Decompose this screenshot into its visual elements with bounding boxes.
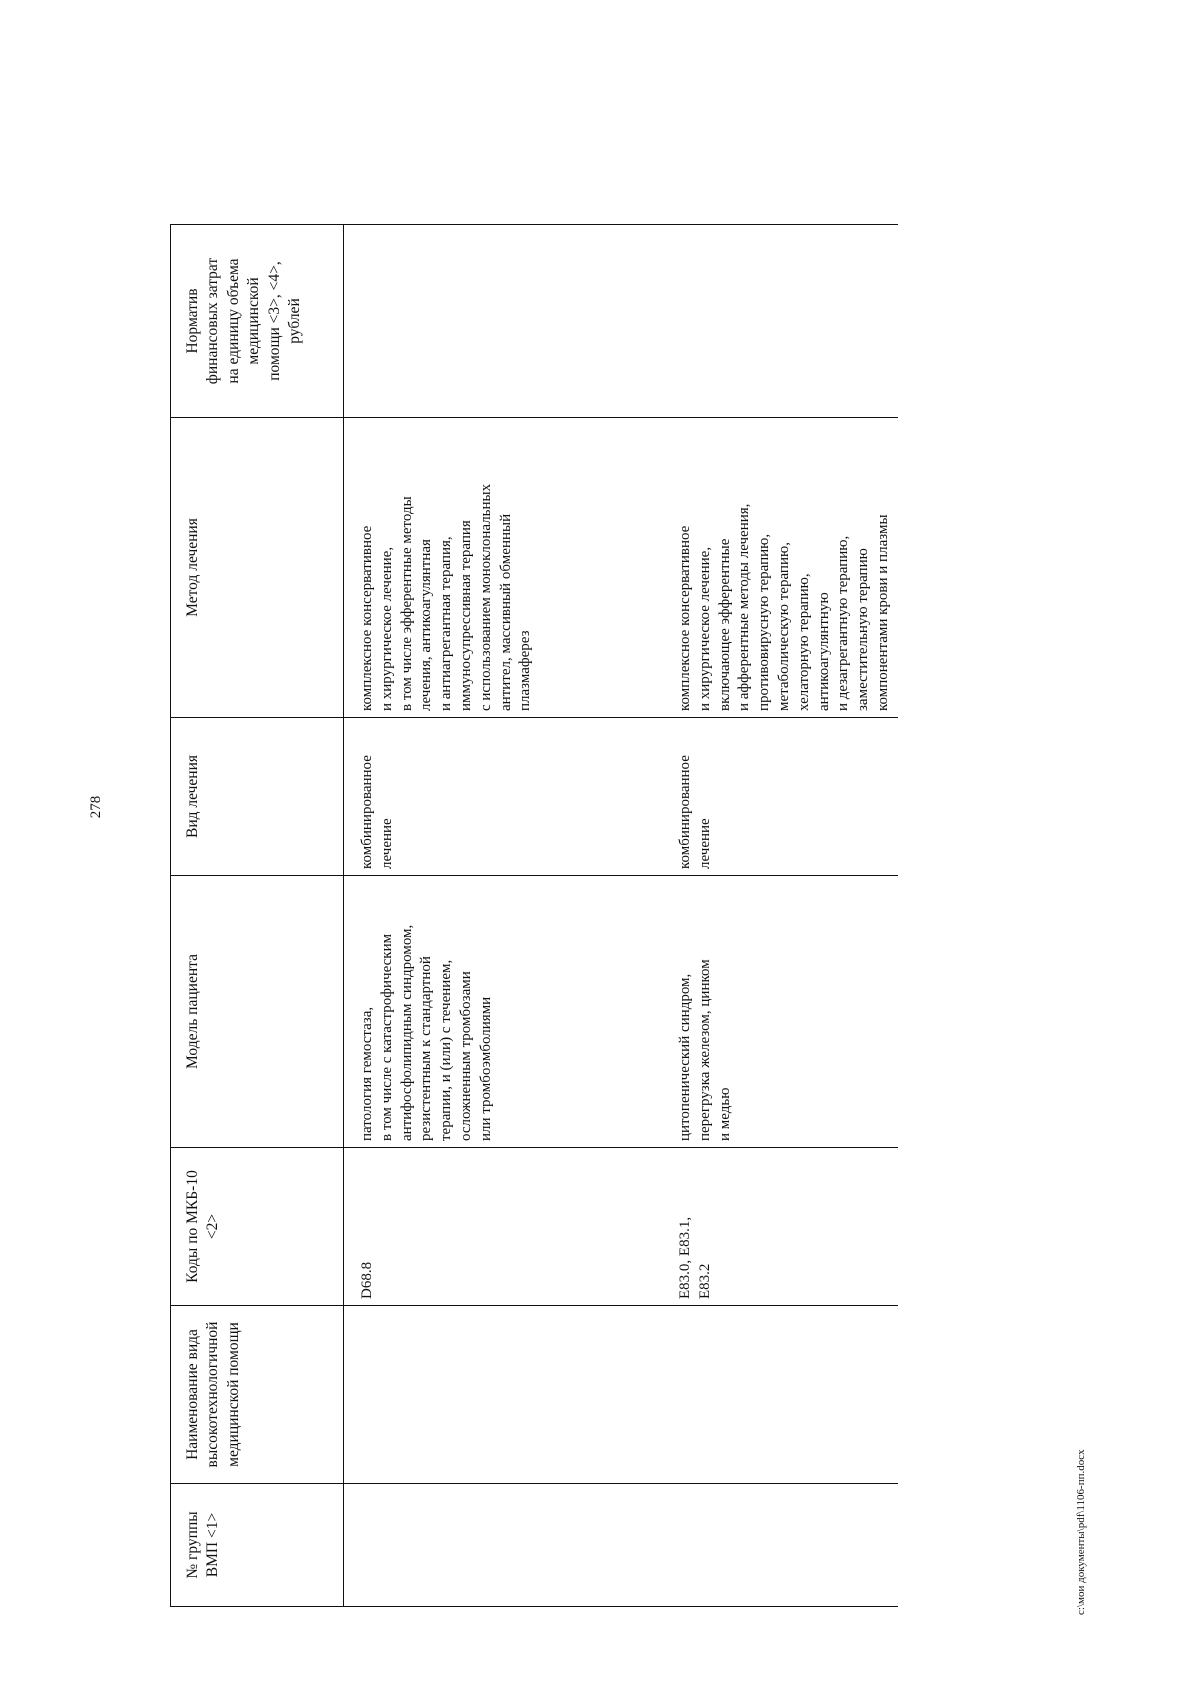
cell-text-line: в том числе эфферентные методы [398, 496, 415, 711]
cell-text-line: E83.0, E83.1, [677, 1216, 693, 1299]
cell-text-line: хелаторную терапию, [795, 573, 812, 711]
cell-text-line: медицинской [245, 277, 263, 365]
cell-text-line: в том числе с катастрофическим [378, 933, 395, 1141]
cell-text-line: и хирургическое лечение, [378, 546, 395, 711]
cell-text-line: лечение [696, 818, 713, 869]
cell-text-line: или тромбоэмболиями [477, 996, 494, 1141]
cell-treatment-type [662, 718, 898, 876]
cell-text-line: метаболическую терапию, [775, 542, 792, 711]
cell-care-type-name [662, 1306, 898, 1484]
header-patient-model [171, 876, 344, 1148]
cell-icd10-codes [662, 1148, 898, 1306]
cell-group-number [344, 1484, 663, 1607]
vmp-table [170, 224, 898, 1607]
page-number: 278 [88, 795, 104, 819]
cell-text-line: D68.8 [359, 1261, 375, 1299]
cell-patient-model [344, 876, 663, 1148]
cell-cost-standard [344, 225, 663, 418]
header-group-number [171, 1484, 344, 1607]
cell-text-line: Вид лечения [184, 754, 201, 839]
cell-text-line: комплексное консервативное [677, 525, 693, 711]
cell-text-line: лечение [378, 818, 395, 869]
cell-text-line: ВМП <1> [204, 1512, 222, 1578]
cell-text-line: заместительную терапию [855, 548, 872, 711]
cell-text-line: комбинированное [677, 755, 693, 869]
header-icd10-codes [171, 1148, 344, 1306]
cell-text-line: Норматив [184, 288, 201, 354]
footer-file-path: c:\мои документы\pdf\1106-пп.docx [1075, 1449, 1087, 1615]
cell-text-line: резистентным к стандартной [418, 956, 435, 1141]
cell-patient-model [662, 876, 898, 1148]
cell-text-line: противовирусную терапию, [756, 533, 773, 711]
cell-text-line: антифосфолипидным синдромом, [398, 924, 415, 1141]
cell-text-line: и афферентные методы лечения, [736, 503, 753, 711]
cell-treatment-method [344, 418, 663, 718]
table-header-row [171, 225, 344, 1607]
cell-group-number [662, 1484, 898, 1607]
cell-text-line: антител, массивный обменный [497, 513, 514, 711]
cell-text-line: комплексное консервативное [359, 525, 375, 711]
cell-treatment-method [662, 418, 898, 718]
cell-text-line: лечения, антикоагулянтная [418, 539, 435, 711]
cell-text-line: помощи <3>, <4>, [265, 261, 283, 381]
header-treatment-type [171, 718, 344, 876]
cell-text-line: и медью [716, 1087, 733, 1141]
cell-text-line: цитопенический синдром, [677, 973, 693, 1141]
cell-text-line: Наименование вида [184, 1329, 201, 1460]
cell-care-type-name [344, 1306, 663, 1484]
cell-text-line: высокотехнологичной [204, 1321, 222, 1468]
cell-text-line: Модель пациента [184, 954, 201, 1069]
cell-text-line: иммуносупрессивная терапия [457, 520, 474, 711]
cell-text-line: рублей [286, 298, 304, 344]
cell-text-line: плазмаферез [517, 630, 534, 711]
cell-text-line: <2> [204, 1213, 222, 1240]
cell-cost-standard [662, 225, 898, 418]
table-row [344, 225, 663, 1607]
cell-text-line: перегрузка железом, цинком [696, 959, 713, 1141]
cell-text-line: осложненным тромбозами [457, 971, 474, 1141]
cell-text-line: на единицу объема [224, 258, 242, 384]
cell-text-line: комбинированное [359, 755, 375, 869]
cell-text-line: с использованием моноклональных [477, 483, 494, 711]
cell-text-line: Метод лечения [184, 518, 201, 617]
cell-text-line: финансовых затрат [204, 257, 222, 385]
cell-text-line: патология гемостаза, [359, 1006, 375, 1141]
header-care-type-name [171, 1306, 344, 1484]
cell-treatment-type [344, 718, 663, 876]
cell-text-line: и хирургическое лечение, [696, 546, 713, 711]
cell-text-line: E83.2 [696, 1263, 713, 1299]
cell-text-line: и антиагрегантная терапия, [438, 536, 455, 711]
header-cost-standard [171, 225, 344, 418]
cell-text-line: № группы [184, 1511, 201, 1579]
table-row [662, 225, 898, 1607]
cell-text-line: медицинской помощи [224, 1322, 242, 1467]
cell-text-line: терапии, и (или) с течением, [438, 959, 455, 1141]
header-treatment-method [171, 418, 344, 718]
cell-icd10-codes [344, 1148, 663, 1306]
cell-text-line: включающее эфферентные [716, 538, 733, 711]
cell-text-line: антикоагулянтную [815, 592, 832, 711]
cell-text-line: компонентами крови и плазмы [874, 514, 891, 711]
cell-text-line: и дезагрегантную терапию, [835, 535, 852, 711]
cell-text-line: Коды по МКБ-10 [184, 1170, 201, 1283]
